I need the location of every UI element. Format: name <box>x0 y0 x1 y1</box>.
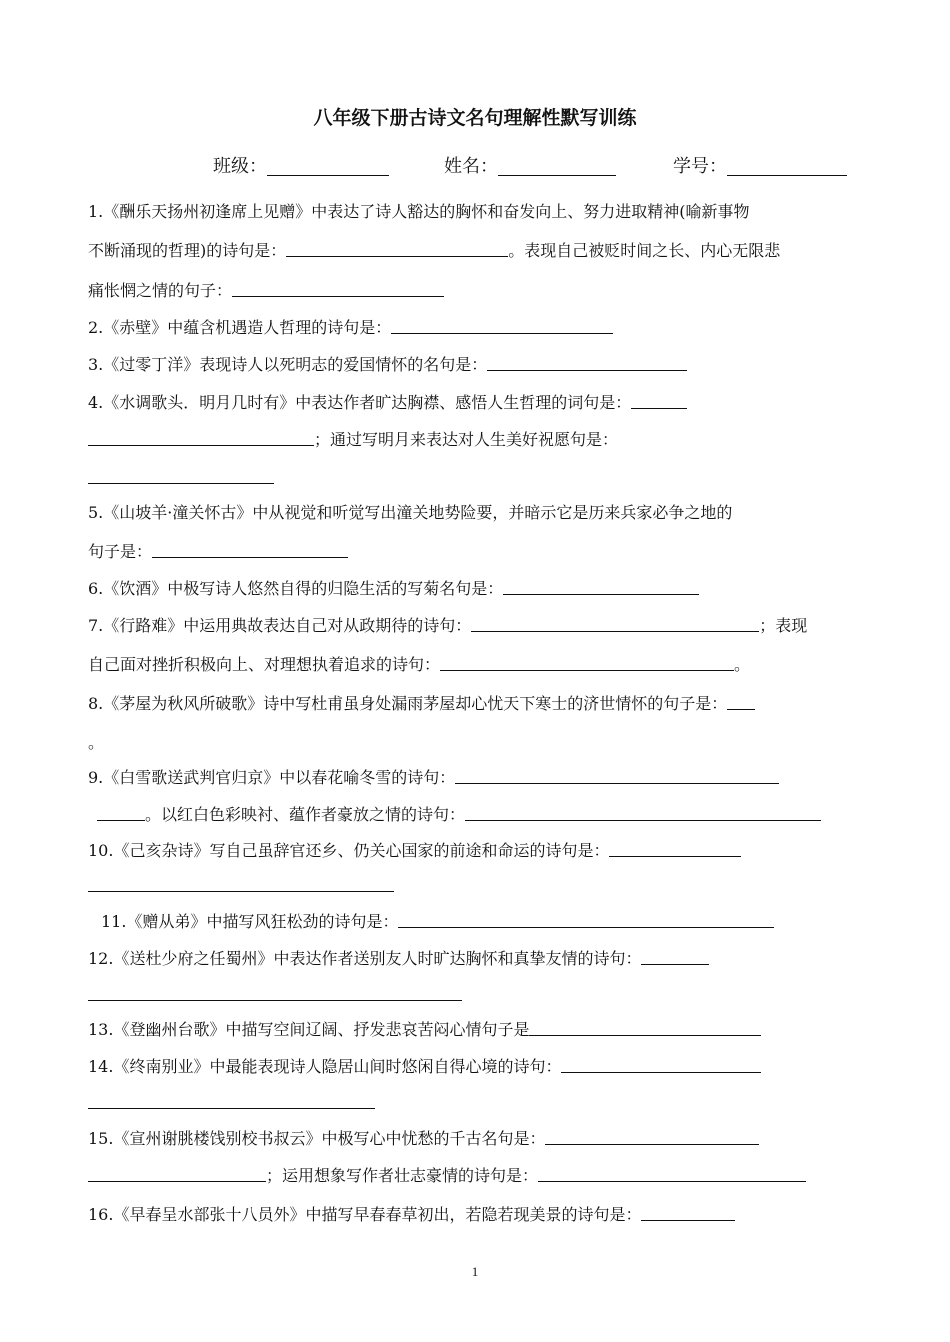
question-14 <box>88 1057 761 1077</box>
answer-blank[interactable] <box>391 319 613 334</box>
answer-blank[interactable] <box>465 806 821 821</box>
name-field <box>444 152 616 178</box>
question-6 <box>88 579 699 599</box>
question-15-text-b: ；运用想象写作者壮志豪情的诗句是： <box>266 1166 539 1185</box>
answer-blank[interactable] <box>609 842 741 857</box>
question-3-text: 3.《过零丁洋》表现诗人以死明志的爱国情怀的名句是： <box>88 355 488 374</box>
answer-blank[interactable] <box>440 656 734 671</box>
answer-blank[interactable] <box>88 431 314 446</box>
answer-blank[interactable] <box>471 617 759 632</box>
question-7-line-1 <box>88 616 807 636</box>
answer-blank[interactable] <box>538 1167 806 1182</box>
question-7-line-2 <box>88 655 750 675</box>
answer-blank[interactable] <box>88 1167 266 1182</box>
answer-blank[interactable] <box>561 1058 761 1073</box>
answer-blank[interactable] <box>545 1130 759 1145</box>
question-1-line-2 <box>88 241 780 261</box>
question-4-line-1 <box>88 393 687 413</box>
question-4-text-b: ；通过写明月来表达对人生美好祝愿句是： <box>314 430 619 449</box>
question-9-text-a: 9.《白雪歌送武判官归京》中以春花喻冬雪的诗句： <box>88 768 456 787</box>
question-15-line-1 <box>88 1129 759 1149</box>
answer-blank[interactable] <box>455 769 779 784</box>
id-label: 学号： <box>673 156 727 177</box>
question-16 <box>88 1205 735 1225</box>
question-1-text-a: 不断涌现的哲理)的诗句是： <box>88 241 287 260</box>
question-1-line-3 <box>88 281 444 301</box>
question-2 <box>88 318 613 338</box>
answer-blank[interactable] <box>487 356 687 371</box>
answer-blank[interactable] <box>631 394 687 409</box>
page-number: 1 <box>471 1264 479 1279</box>
question-3 <box>88 355 687 375</box>
answer-blank[interactable] <box>398 913 774 928</box>
question-15-line-2 <box>88 1166 806 1186</box>
question-6-text: 6.《饮酒》中极写诗人悠然自得的归隐生活的写菊名句是： <box>88 579 504 598</box>
answer-blank[interactable] <box>88 1000 462 1001</box>
question-8-line-1 <box>88 694 755 714</box>
question-10 <box>88 841 741 861</box>
question-14-text: 14.《终南别业》中最能表现诗人隐居山间时悠闲自得心境的诗句： <box>88 1057 562 1076</box>
answer-blank[interactable] <box>727 695 755 710</box>
question-7-text-a: 7.《行路难》中运用典故表达自己对从政期待的诗句： <box>88 616 472 635</box>
question-5-line-1: 5.《山坡羊·潼关怀古》中从视觉和听觉写出潼关地势险要，并暗示它是历来兵家必争之地的 <box>88 503 733 522</box>
answer-blank[interactable] <box>88 1108 375 1109</box>
question-15-text-a: 15.《宣州谢朓楼饯别校书叔云》中极写心中忧愁的千古名句是： <box>88 1129 546 1148</box>
class-blank[interactable] <box>267 157 389 176</box>
id-blank[interactable] <box>727 157 847 176</box>
question-1-text-c: 痛怅惘之情的句子： <box>88 281 233 300</box>
question-4-text-a: 4.《水调歌头．明月几时有》中表达作者旷达胸襟、感悟人生哲理的词句是： <box>88 393 632 412</box>
question-12-text: 12.《送杜少府之任蜀州》中表达作者送别友人时旷达胸怀和真挚友情的诗句： <box>88 949 642 968</box>
class-field <box>213 152 389 178</box>
question-1-text-b: 。表现自己被贬时间之长、内心无限悲 <box>508 241 781 260</box>
answer-blank[interactable] <box>286 242 508 257</box>
answer-blank[interactable] <box>503 580 699 595</box>
answer-blank[interactable] <box>641 950 709 965</box>
answer-blank[interactable] <box>88 891 394 892</box>
class-label: 班级： <box>213 156 267 177</box>
page-title: 八年级下册古诗文名句理解性默写训练 <box>313 107 637 129</box>
question-11 <box>101 912 774 932</box>
name-blank[interactable] <box>498 157 616 176</box>
question-4-line-2 <box>88 430 618 450</box>
question-7-text-b: ；表现 <box>759 616 808 635</box>
answer-blank[interactable] <box>641 1206 735 1221</box>
question-7-text-d: 。 <box>734 655 751 674</box>
question-12 <box>88 949 709 969</box>
question-16-text: 16.《早春呈水部张十八员外》中描写早春春草初出，若隐若现美景的诗句是： <box>88 1205 642 1224</box>
question-9-text-b: 。以红白色彩映衬、蕴作者豪放之情的诗句： <box>145 805 466 824</box>
question-13 <box>88 1020 761 1040</box>
id-field <box>673 152 847 178</box>
question-8-text: 8.《茅屋为秋风所破歌》诗中写杜甫虽身处漏雨茅屋却心忧天下寒士的济世情怀的句子是： <box>88 694 728 713</box>
answer-blank[interactable] <box>97 806 145 821</box>
question-8-line-2: 。 <box>88 733 105 752</box>
question-11-text: 11.《赠从弟》中描写风狂松劲的诗句是： <box>101 912 399 931</box>
question-7-text-c: 自己面对挫折积极向上、对理想执着追求的诗句： <box>88 655 441 674</box>
question-2-text: 2.《赤壁》中蕴含机遇造人哲理的诗句是： <box>88 318 392 337</box>
name-label: 姓名： <box>444 156 498 177</box>
question-1-line-1: 1.《酬乐天扬州初逢席上见赠》中表达了诗人豁达的胸怀和奋发向上、努力进取精神(喻新事物 <box>88 202 750 221</box>
question-9-line-1 <box>88 768 779 788</box>
answer-blank[interactable] <box>88 483 274 484</box>
question-13-text: 13.《登幽州台歌》中描写空间辽阔、抒发悲哀苦闷心情句子是 <box>88 1020 530 1039</box>
answer-blank[interactable] <box>529 1021 761 1036</box>
question-10-text: 10.《己亥杂诗》写自己虽辞官还乡、仍关心国家的前途和命运的诗句是： <box>88 841 610 860</box>
question-5-line-2 <box>88 542 348 562</box>
answer-blank[interactable] <box>232 282 444 297</box>
answer-blank[interactable] <box>152 543 348 558</box>
question-9-line-2 <box>97 805 821 825</box>
question-5-text: 句子是： <box>88 542 153 561</box>
